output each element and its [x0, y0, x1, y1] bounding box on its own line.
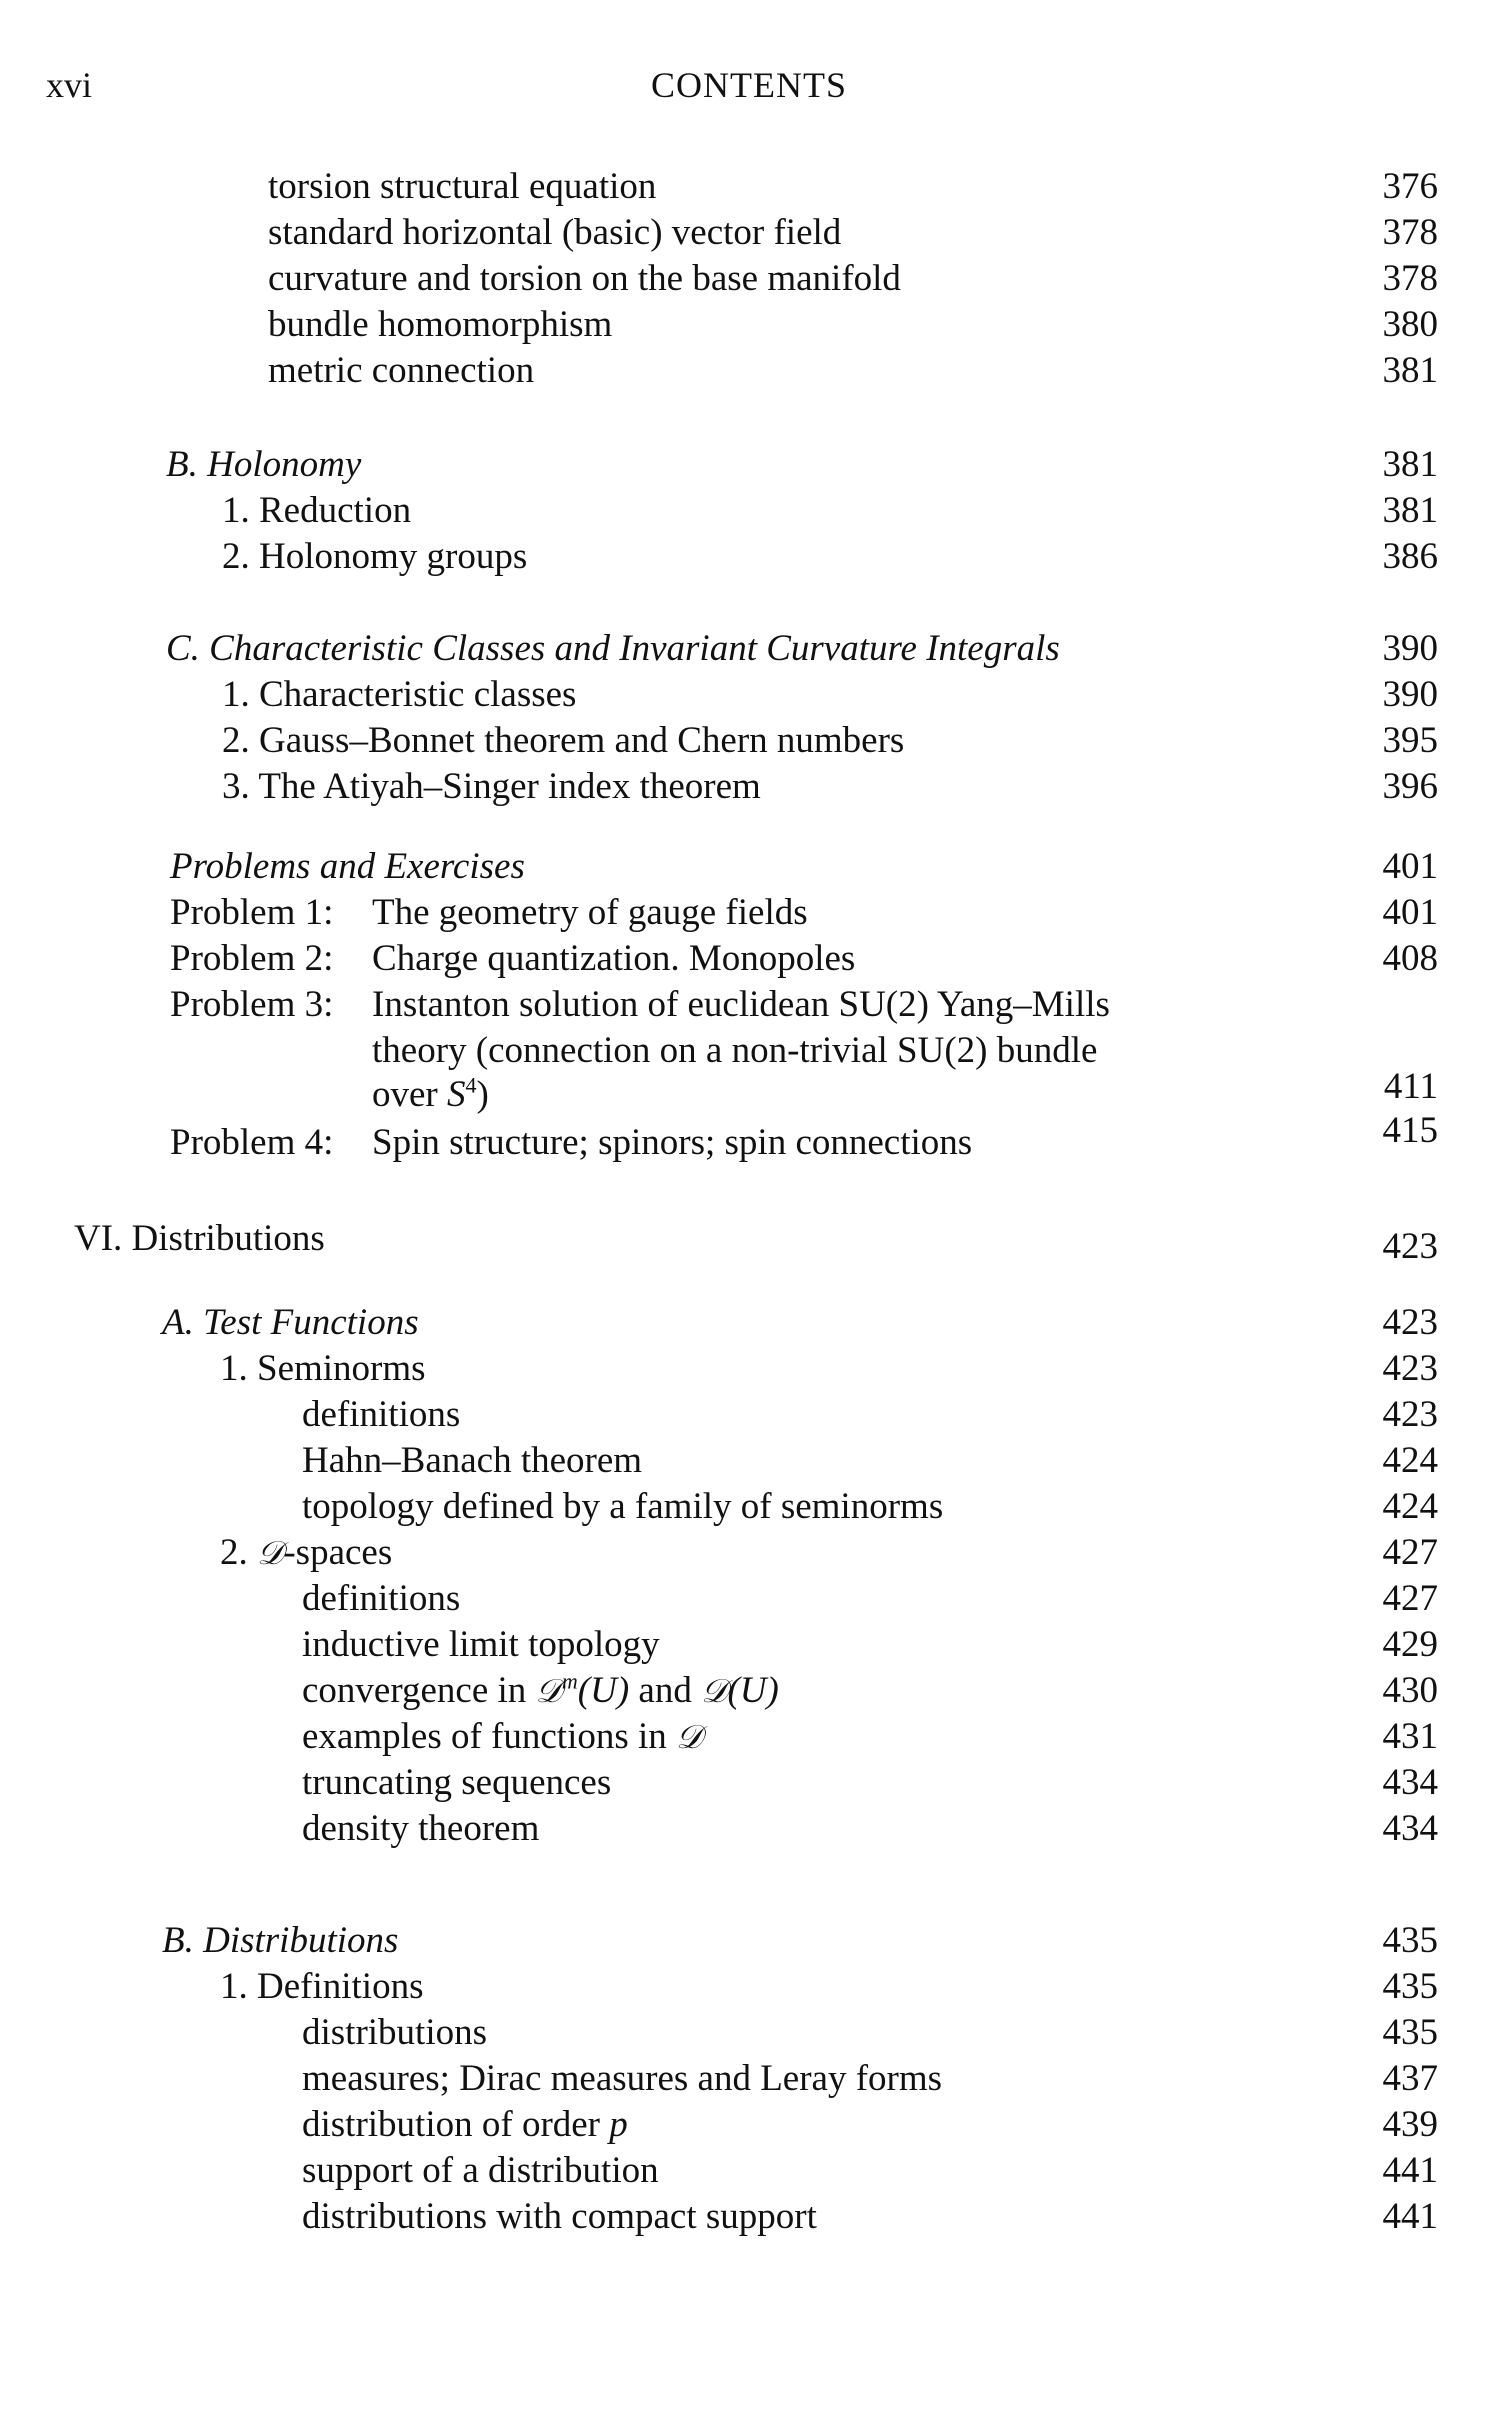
toc-problem-entry [0, 890, 1498, 936]
toc-entry-label: 3. The Atiyah–Singer index theorem [222, 766, 761, 807]
toc-entry-page: 434 [1382, 1762, 1438, 1803]
toc-entry [0, 718, 1498, 764]
toc-entry-label: inductive limit topology [302, 1624, 660, 1665]
toc-entry [0, 164, 1498, 210]
toc-entry [0, 672, 1498, 718]
toc-entry [0, 1530, 1498, 1576]
toc-entry-page: 401 [1382, 892, 1438, 933]
toc-entry [0, 2148, 1498, 2194]
toc-entry-label [372, 1072, 489, 1118]
toc-section-title: B. Distributions [162, 1920, 399, 1961]
toc-entry [0, 1668, 1498, 1714]
running-head: CONTENTS [651, 65, 847, 105]
toc-entry-page: 376 [1382, 166, 1438, 207]
toc-entry [0, 1806, 1498, 1852]
toc-entry-label: definitions [302, 1578, 461, 1619]
toc-entry-page: 390 [1382, 628, 1438, 669]
toc-entry-page: 427 [1382, 1532, 1438, 1573]
toc-entry-page: 424 [1382, 1440, 1438, 1481]
toc-section-entry [0, 844, 1498, 890]
toc-entry [0, 1714, 1498, 1760]
toc-entry-text: -spaces [283, 1532, 393, 1573]
toc-entry-label: distributions [302, 2012, 488, 2053]
toc-entry-label: support of a distribution [302, 2150, 659, 2191]
toc-entry [0, 2102, 1498, 2148]
toc-entry-label: topology defined by a family of seminorms [302, 1486, 944, 1527]
toc-entry-label: 2. Gauss–Bonnet theorem and Chern numbers [222, 720, 905, 761]
toc-entry-label: truncating sequences [302, 1762, 612, 1803]
toc-entry-label: Hahn–Banach theorem [302, 1440, 643, 1481]
math-symbol: p [609, 2104, 628, 2145]
toc-entry-page: 430 [1382, 1670, 1438, 1711]
toc-entry-page: 386 [1382, 536, 1438, 577]
toc-problem-entry [0, 1110, 1498, 1166]
toc-entry-page: 423 [1382, 1394, 1438, 1435]
toc-entry-page: 424 [1382, 1486, 1438, 1527]
toc-entry [0, 534, 1498, 580]
toc-entry-page: 429 [1382, 1624, 1438, 1665]
toc-section-entry [0, 442, 1498, 488]
toc-entry-text: and [638, 1670, 692, 1711]
toc-entry-label: 1. Reduction [222, 490, 412, 531]
toc-entry-page: 408 [1382, 938, 1438, 979]
toc-entry-label: 1. Seminorms [220, 1348, 426, 1389]
toc-entry-label: distributions with compact support [302, 2196, 817, 2237]
toc-entry-label: definitions [302, 1394, 461, 1435]
toc-entry-text: over [372, 1074, 438, 1115]
toc-entry-label: standard horizontal (basic) vector field [268, 212, 842, 253]
toc-entry-text: ) [476, 1074, 489, 1115]
toc-entry-label [302, 1668, 779, 1714]
toc-entry-page: 395 [1382, 720, 1438, 761]
toc-section-entry [0, 1300, 1498, 1346]
toc-entry-page: 423 [1382, 1302, 1438, 1343]
toc-chapter-entry [0, 1216, 1498, 1267]
math-symbol: 𝒟 [257, 1533, 284, 1572]
toc-entry [0, 488, 1498, 534]
toc-entry-label: density theorem [302, 1808, 540, 1849]
toc-entry [0, 302, 1498, 348]
toc-entry-label: theory (connection on a non-trivial SU(2) bundle [372, 1030, 1098, 1071]
math-symbol: 𝒟 [701, 1671, 728, 1710]
toc-entry-label [302, 1714, 702, 1760]
toc-problem-number: Problem 2: [170, 938, 334, 979]
toc-entry-text: distribution of order [302, 2104, 601, 2145]
toc-entry-text: examples of functions in [302, 1716, 667, 1757]
toc-entry [0, 2010, 1498, 2056]
toc-chapter-title: VI. Distributions [74, 1218, 325, 1259]
toc-entry-page: 427 [1382, 1578, 1438, 1619]
toc-entry-page: 441 [1382, 2150, 1438, 2191]
toc-entry [0, 1484, 1498, 1530]
toc-entry [0, 1346, 1498, 1392]
math-symbol: 𝒟 [676, 1717, 703, 1756]
math-superscript: m [561, 1668, 578, 1694]
page-number: xvi [46, 65, 93, 105]
toc-entry-page: 435 [1382, 2012, 1438, 2053]
toc-entry-page: 380 [1382, 304, 1438, 345]
toc-entry-page: 381 [1382, 490, 1438, 531]
toc-entry-label: Spin structure; spinors; spin connections [372, 1122, 973, 1163]
toc-entry-page: 378 [1382, 212, 1438, 253]
math-superscript: 4 [465, 1072, 477, 1098]
toc-entry [0, 1438, 1498, 1484]
toc-entry-page: 423 [1382, 1226, 1438, 1267]
toc-entry [0, 1392, 1498, 1438]
toc-problem-number: Problem 4: [170, 1122, 334, 1163]
toc-entry-number: 2. [220, 1532, 248, 1573]
toc-entry-page: 435 [1382, 1966, 1438, 2007]
toc-entry-label: curvature and torsion on the base manifold [268, 258, 901, 299]
toc-section-entry [0, 626, 1498, 672]
toc-entry [0, 1622, 1498, 1668]
toc-problem-entry [0, 982, 1498, 1028]
toc-entry-text: convergence in [302, 1670, 527, 1711]
math-symbol: 𝒟 [535, 1671, 562, 1710]
math-argument: (U) [577, 1670, 630, 1711]
toc-section-title: B. Holonomy [166, 444, 362, 485]
toc-entry-page: 415 [1382, 1110, 1438, 1151]
toc-section-title: C. Characteristic Classes and Invariant Curvature Integrals [166, 628, 1060, 669]
toc-entry [0, 1964, 1498, 2010]
toc-entry [0, 1576, 1498, 1622]
toc-entry-page: 437 [1382, 2058, 1438, 2099]
toc-entry-page: 431 [1382, 1716, 1438, 1757]
toc-entry-page: 381 [1382, 444, 1438, 485]
toc-entry-label: 1. Characteristic classes [222, 674, 577, 715]
toc-problem-number: Problem 3: [170, 984, 334, 1025]
toc-entry [0, 764, 1498, 810]
toc-entry-label: Instanton solution of euclidean SU(2) Yang–Mills [372, 984, 1110, 1025]
toc-entry [0, 2056, 1498, 2102]
toc-entry-label: bundle homomorphism [268, 304, 613, 345]
toc-entry-label: The geometry of gauge fields [372, 892, 808, 933]
toc-entry-page: 441 [1382, 2196, 1438, 2237]
toc-entry-label [302, 2102, 628, 2148]
toc-entry [0, 348, 1498, 394]
math-argument: (U) [727, 1670, 779, 1711]
toc-entry-page: 411 [1383, 1066, 1438, 1107]
toc-entry-page: 401 [1382, 846, 1438, 887]
toc-entry [0, 210, 1498, 256]
toc-problem-number: Problem 1: [170, 892, 334, 933]
toc-entry-label: measures; Dirac measures and Leray forms [302, 2058, 943, 2099]
toc-entry-label: 2. Holonomy groups [222, 536, 528, 577]
toc-section-entry [0, 1918, 1498, 1964]
toc-section-title: A. Test Functions [162, 1302, 419, 1343]
toc-entry-page: 390 [1382, 674, 1438, 715]
math-symbol: S [447, 1074, 466, 1115]
toc-entry-page: 378 [1382, 258, 1438, 299]
toc-entry-label: 1. Definitions [220, 1966, 424, 2007]
toc-entry-page: 423 [1382, 1348, 1438, 1389]
toc-entry-page: 381 [1382, 350, 1438, 391]
toc-entry-label: Charge quantization. Monopoles [372, 938, 856, 979]
toc-entry-page: 396 [1382, 766, 1438, 807]
toc-entry-label: torsion structural equation [268, 166, 657, 207]
toc-section-title: Problems and Exercises [170, 846, 525, 887]
toc-entry [0, 256, 1498, 302]
toc-problem-continuation [0, 1066, 1498, 1118]
toc-entry [0, 2194, 1498, 2240]
toc-entry-label [220, 1530, 392, 1576]
toc-entry-label: metric connection [268, 350, 535, 391]
toc-entry-page: 435 [1382, 1920, 1438, 1961]
toc-entry-page: 439 [1382, 2104, 1438, 2145]
toc-problem-entry [0, 936, 1498, 982]
toc-entry [0, 1760, 1498, 1806]
toc-problem-continuation [0, 1028, 1498, 1074]
toc-entry-page: 434 [1382, 1808, 1438, 1849]
